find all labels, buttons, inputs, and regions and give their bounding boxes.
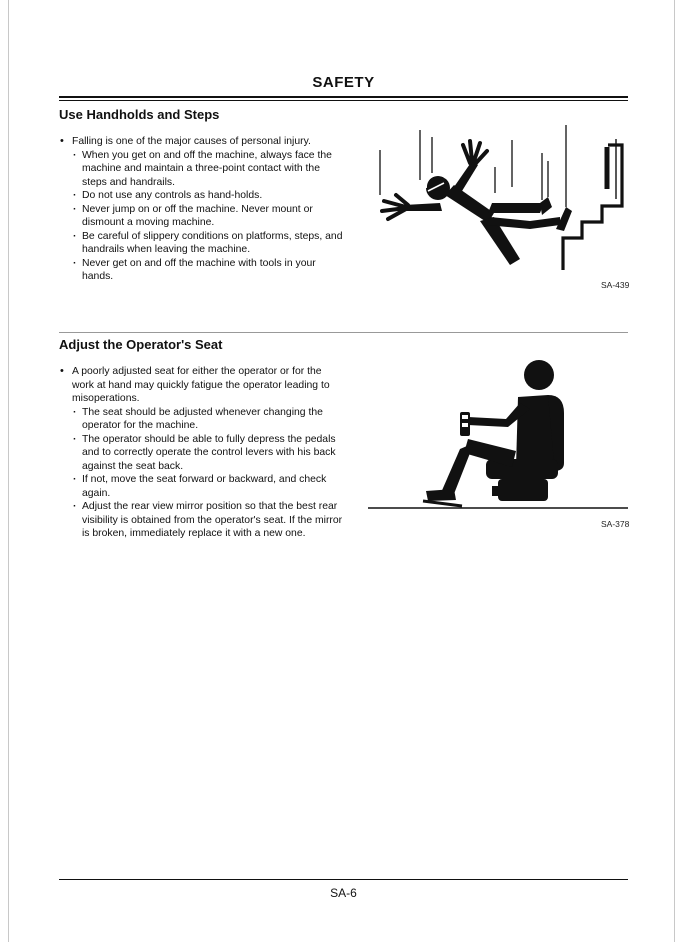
section-body-operator-seat <box>59 365 359 541</box>
falling-worker-illustration <box>370 125 630 275</box>
footer-rule <box>59 879 628 880</box>
figure-code: SA-439 <box>601 280 630 290</box>
figure-code: SA-378 <box>601 519 630 529</box>
page-edge-right <box>674 0 675 942</box>
sub-bullet: · Adjust the rear view mirror position so that the best rear visibility is obtained from the operator's seat. If the mirror is broken, immediately replace it with a new one. <box>59 500 359 541</box>
section-body-handholds <box>59 135 359 284</box>
section-title-handholds: Use Handholds and Steps <box>59 107 220 122</box>
main-bullet: • A poorly adjusted seat for either the operator or for the work at hand may quickly fatigue the operator leading to misoperations. <box>59 365 359 406</box>
sub-bullet: · The seat should be adjusted whenever changing the operator for the machine. <box>59 406 359 433</box>
sub-bullet: · If not, move the seat forward or backward, and check again. <box>59 473 359 500</box>
page-edge-left <box>8 0 9 942</box>
sub-bullet: · Never get on and off the machine with tools in your hands. <box>59 257 359 284</box>
header-rule <box>59 96 628 98</box>
sub-bullet: · Never jump on or off the machine. Never mount or dismount a moving machine. <box>59 203 359 230</box>
section-divider <box>59 332 628 333</box>
sub-bullet: · When you get on and off the machine, always face the machine and maintain a three-point contact with the steps and handrails. <box>59 149 359 190</box>
sub-bullet: · Be careful of slippery conditions on platforms, steps, and handrails when leaving the machine. <box>59 230 359 257</box>
header-rule-thin <box>59 100 628 101</box>
sub-bullet: · The operator should be able to fully depress the pedals and to correctly operate the control levers with his back against the seat back. <box>59 433 359 474</box>
page-header-title: SAFETY <box>312 74 375 91</box>
section-title-operator-seat: Adjust the Operator's Seat <box>59 337 223 352</box>
page-number: SA-6 <box>330 886 357 900</box>
seated-operator-illustration <box>368 355 630 515</box>
main-bullet: • Falling is one of the major causes of personal injury. <box>59 135 359 149</box>
sub-bullet: · Do not use any controls as hand-holds. <box>59 189 359 203</box>
